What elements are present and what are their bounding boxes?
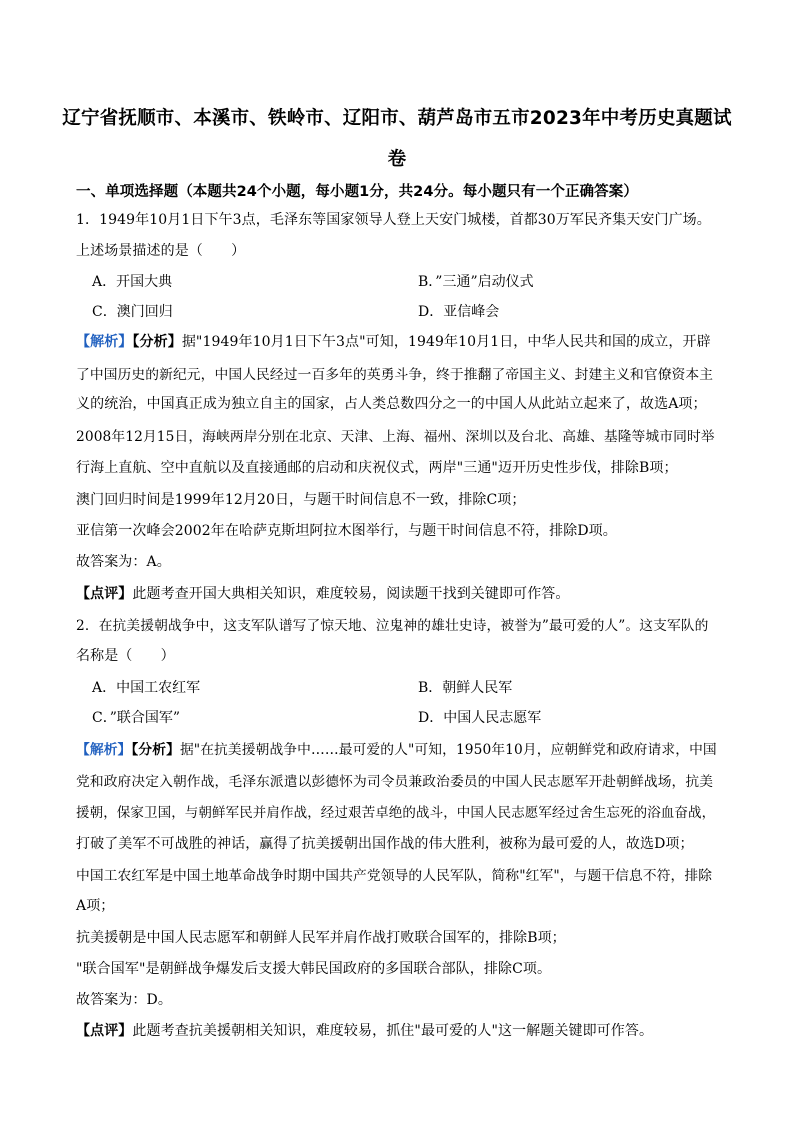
q1-analysis-line5: 行海上直航、空中直航以及直接通邮的启动和庆祝仪式，两岸"三通"迈开历史性步伐，排除B项；: [76, 460, 678, 476]
q2-analysis-line6: A项；: [76, 898, 115, 914]
q1-option-d: D．亚信峰会: [418, 304, 500, 320]
q1-answer: 故答案为：A。: [76, 554, 171, 570]
fenxi-tag: 【分析】: [132, 334, 182, 350]
q2-review: [76, 1020, 653, 1040]
q2-analysis-line8: "联合国军"是朝鲜战争爆发后支援大韩民国政府的多国联合部队，排除C项。: [76, 961, 552, 977]
q2-analysis-line3: 援朝，保家卫国，与朝鲜军民并肩作战，经过艰苦卓绝的战斗，中国人民志愿军经过舍生忘死的浴血奋战，: [76, 805, 716, 821]
q1-option-b: B．”三通”启动仪式: [418, 274, 534, 290]
q1-review-text: 此题考查开国大典相关知识，难度较易，阅读题干找到关键即可作答。: [132, 586, 570, 602]
q2-stem-line1: 2．在抗美援朝战争中，这支军队谱写了惊天地、泣鬼神的雄壮史诗，被誉为”最可爱的人”。这支军队的: [76, 618, 709, 634]
analysis-tag: 【解析】: [76, 334, 133, 350]
q1-analysis-line7: 亚信第一次峰会2002年在哈萨克斯坦阿拉木图举行，与题干时间信息不符，排除D项。: [76, 523, 617, 539]
q1-analysis-line1: [76, 331, 711, 351]
q1-analysis-text1: 据"1949年10月1日下午3点"可知，1949年10月1日，中华人民共和国的成立，开辟: [181, 334, 711, 350]
document-title-line2: 卷: [387, 149, 407, 170]
q1-option-c: C．澳门回归: [92, 304, 173, 320]
q2-option-d: D．中国人民志愿军: [418, 710, 542, 726]
q1-analysis-line6: 澳门回归时间是1999年12月20日，与题干时间信息不一致，排除C项；: [76, 492, 526, 508]
q2-analysis-line1: [76, 738, 717, 758]
q2-analysis-line5: 中国工农红军是中国土地革命战争时期中国共产党领导的人民军队，简称"红军"，与题干信息不符，排除: [76, 868, 713, 884]
fenxi-tag: 【分析】: [131, 742, 180, 758]
review-tag: 【点评】: [76, 1023, 133, 1039]
q2-analysis-line2: 党和政府决定入朝作战，毛泽东派遣以彭德怀为司令员兼政治委员的中国人民志愿军开赴朝鲜战场，抗美: [76, 774, 714, 790]
q2-option-b: B．朝鲜人民军: [418, 680, 513, 696]
q2-analysis-line4: 打破了美军不可战胜的神话，赢得了抗美援朝出国作战的伟大胜利，被称为最可爱的人，故选D项；: [76, 836, 694, 852]
q1-option-a: A．开国大典: [92, 274, 173, 290]
q1-stem-line2: 上述场景描述的是（ ）: [76, 243, 246, 259]
q2-stem-line2: 名称是（ ）: [76, 648, 175, 664]
q1-stem-line1: 1．1949年10月1日下午3点，毛泽东等国家领导人登上天安门城楼，首都30万军民齐集天安门广场。: [76, 212, 711, 228]
section-heading: 一、单项选择题（本题共24个小题，每小题1分，共24分。每小题只有一个正确答案）: [76, 184, 638, 200]
q1-analysis-line4: 2008年12月15日，海峡两岸分别在北京、天津、上海、福州、深圳以及台北、高雄、基隆等城市同时举: [76, 429, 715, 445]
document-title-line1: 辽宁省抚顺市、本溪市、铁岭市、辽阳市、葫芦岛市五市2023年中考历史真题试: [62, 108, 732, 129]
q1-analysis-line3: 义的统治，中国真正成为独立自主的国家，占人类总数四分之一的中国人从此站立起来了，故选A项；: [76, 396, 707, 412]
q2-answer: 故答案为：D。: [76, 992, 172, 1008]
q1-analysis-line2: 了中国历史的新纪元，中国人民经过一百多年的英勇斗争，终于推翻了帝国主义、封建主义和官僚资本主: [76, 367, 714, 383]
q2-analysis-line7: 抗美援朝是中国人民志愿军和朝鲜人民军并肩作战打败联合国军的，排除B项；: [76, 930, 566, 946]
q2-option-c: C．”联合国军”: [92, 710, 181, 726]
q2-review-text: 此题考查抗美援朝相关知识，难度较易，抓住"最可爱的人"这一解题关键即可作答。: [132, 1023, 654, 1039]
review-tag: 【点评】: [76, 586, 133, 602]
q2-option-a: A．中国工农红军: [92, 680, 201, 696]
analysis-tag: 【解析】: [76, 742, 132, 758]
q2-analysis-text1: 据"在抗美援朝战争中……最可爱的人"可知，1950年10月，应朝鲜党和政府请求，中国: [179, 742, 717, 758]
q1-review: [76, 583, 570, 603]
